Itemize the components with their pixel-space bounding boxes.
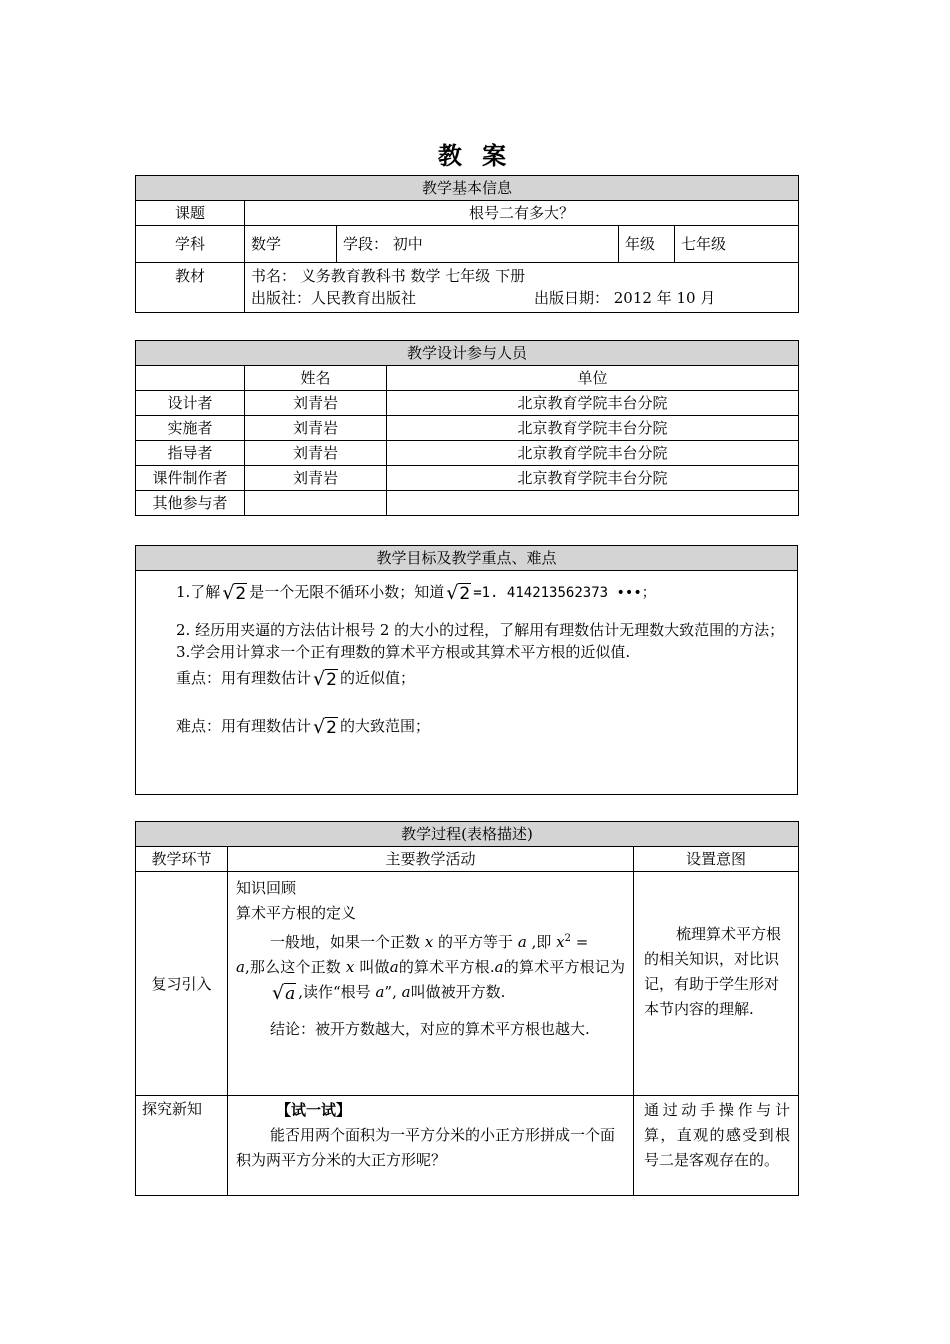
process-header: 教学过程(表格描述) (136, 822, 799, 847)
sqrt-2-formula: √2 (446, 582, 471, 604)
publisher-line (251, 287, 792, 309)
process-row (136, 1096, 799, 1196)
team-unit: 北京教育学院丰台分院 (387, 416, 799, 441)
process-table (135, 821, 799, 1196)
team-role: 实施者 (136, 416, 245, 441)
team-unit (387, 491, 799, 516)
definition-heading: 算术平方根的定义 (236, 904, 357, 922)
team-row (136, 391, 799, 416)
team-unit: 北京教育学院丰台分院 (387, 441, 799, 466)
grade-value: 七年级 (675, 226, 799, 263)
team-role: 设计者 (136, 391, 245, 416)
goal-2: 2. 经历用夹逼的方法估计根号 2 的大小的过程，了解用有理数估计无理数大致范围的方法； (176, 621, 785, 639)
subject-value: 数学 (245, 226, 337, 263)
basic-info-header: 教学基本信息 (136, 176, 799, 201)
textbook-info (245, 263, 799, 313)
goals-header: 教学目标及教学重点、难点 (136, 546, 798, 571)
topic-value: 根号二有多大？ (245, 201, 799, 226)
col-intent-header: 设置意图 (634, 847, 799, 872)
definition-text: 一般地，如果一个正数 x 的平方等于 a ,即 $x^2$ = a,那么这个正数 x 叫做a的算术平方根.a的算术平方根记为√a ,读作“根号 a”, a叫做被开方数. (236, 926, 625, 1007)
team-corner (136, 366, 245, 391)
sqrt-2-formula: √2 (313, 716, 337, 738)
activity-explore (228, 1096, 634, 1196)
document-title: 教 案 (437, 141, 513, 170)
subject-label: 学科 (136, 226, 245, 263)
radicand: 2 (326, 670, 337, 690)
key-point-text: 的近似值； (339, 669, 415, 687)
col-name-header: 姓名 (245, 366, 387, 391)
team-unit: 北京教育学院丰台分院 (387, 391, 799, 416)
radicand: 2 (326, 718, 337, 738)
team-name (245, 491, 387, 516)
team-row (136, 491, 799, 516)
book-name: 书名： 义务教育教科书 数学 七年级 下册 (251, 267, 526, 285)
try-it-heading: 【试一试】 (276, 1101, 352, 1119)
textbook-label: 教材 (136, 263, 245, 313)
goal-1-text: 1.了解 (176, 583, 221, 601)
goal-1-text: 是一个无限不循环小数；知道 (249, 583, 445, 601)
difficult-point-text: 难点：用有理数估计 (176, 717, 312, 735)
grade-label: 年级 (619, 226, 675, 263)
key-point (176, 667, 787, 691)
goal-1-value: =1. 414213562373 •••； (473, 585, 656, 601)
team-role: 其他参与者 (136, 491, 245, 516)
team-name: 刘青岩 (245, 391, 387, 416)
activity-review (228, 872, 634, 1096)
col-activity-header: 主要教学活动 (228, 847, 634, 872)
team-header: 教学设计参与人员 (136, 341, 799, 366)
team-role: 课件制作者 (136, 466, 245, 491)
goal-1 (176, 581, 787, 605)
difficult-point (176, 715, 787, 739)
intent-review: 梳理算术平方根的相关知识，对比识记，有助于学生形对本节内容的理解. (634, 872, 799, 1096)
team-row (136, 466, 799, 491)
team-table (135, 340, 799, 516)
goal-3: 3.学会用计算求一个正有理数的算术平方根或其算术平方根的近似值. (176, 643, 631, 661)
team-unit: 北京教育学院丰台分院 (387, 466, 799, 491)
conclusion-text: 结论：被开方数越大，对应的算术平方根也越大. (270, 1020, 590, 1038)
team-row (136, 441, 799, 466)
sqrt-2-formula: √2 (222, 582, 247, 604)
difficult-point-text: 的大致范围； (339, 717, 430, 735)
col-stage-header: 教学环节 (136, 847, 228, 872)
review-heading: 知识回顾 (236, 879, 297, 897)
radicand: 2 (459, 584, 471, 604)
stage-value: 学段： 初中 (337, 226, 619, 263)
team-name: 刘青岩 (245, 441, 387, 466)
stage-review: 复习引入 (136, 872, 228, 1096)
team-name: 刘青岩 (245, 416, 387, 441)
key-point-text: 重点：用有理数估计 (176, 669, 312, 687)
publish-date: 出版日期： 2012 年 10 月 (534, 289, 716, 307)
sqrt-2-formula: √2 (313, 668, 337, 690)
try-it-text: 能否用两个面积为一平方分米的小正方形拼成一个面积为两平方分米的大正方形呢？ (236, 1126, 616, 1169)
goals-body (136, 571, 798, 795)
team-name: 刘青岩 (245, 466, 387, 491)
col-unit-header: 单位 (387, 366, 799, 391)
team-row (136, 416, 799, 441)
stage-explore: 探究新知 (136, 1096, 228, 1196)
team-role: 指导者 (136, 441, 245, 466)
process-row (136, 872, 799, 1096)
radicand: 2 (235, 584, 247, 604)
topic-label: 课题 (136, 201, 245, 226)
intent-explore: 通过动手操作与计算，直观的感受到根号二是客观存在的。 (634, 1096, 799, 1196)
sqrt-a-formula: √a (272, 982, 296, 1004)
publisher: 出版社：人民教育出版社 (251, 289, 417, 307)
goals-table (135, 545, 798, 795)
basic-info-table (135, 175, 799, 313)
